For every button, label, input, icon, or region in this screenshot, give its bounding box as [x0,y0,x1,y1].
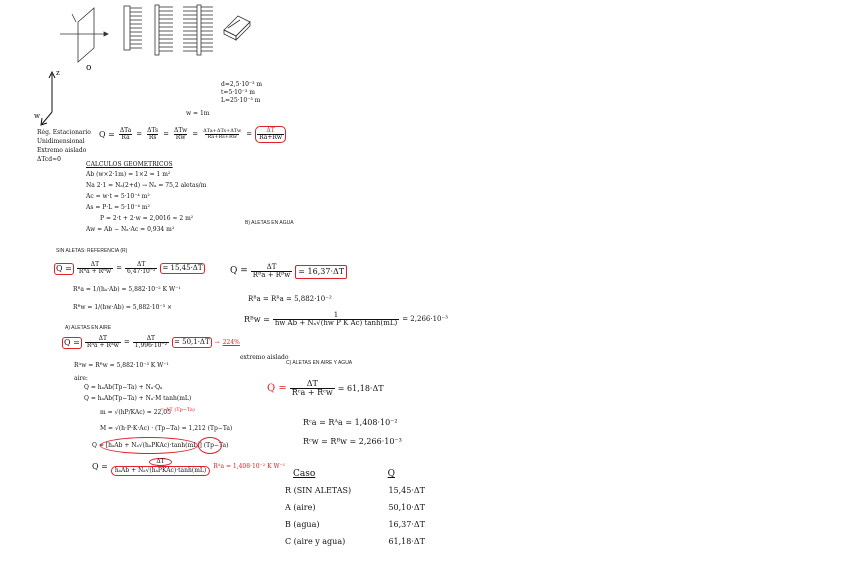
geom-line-3: Ac = w·t = 5·10⁻⁴ m² [86,193,150,200]
geom-line-4: As = P·L = 5·10⁻⁴ m² [86,204,150,211]
agua-q-equation [230,264,347,279]
ambos-ra: Rᶜa = Rᴬa = 1,408·10⁻² [303,418,398,427]
summary-cell-case: C (aire y agua) [285,537,346,546]
geom-title: CALCULOS GEOMETRICOS [86,161,173,168]
axis-w-label: w [34,112,40,120]
aire-q-result: = 50,1·ΔT [174,338,210,346]
hypotheses [37,130,91,163]
agua-rw-result: = 2,266·10⁻³ [402,315,448,323]
q-general-lhs: Q = [99,129,115,139]
fin-blocks [155,5,213,55]
aire-l4: M = √(h·P·K·Ac) · (Tp−Ta) = 1,212 (Tp−Ta) [100,425,233,432]
agua-q-frac: $\frac{\Delta T}{\text{Rᴮa + Rᴮw}}$ [252,263,291,279]
geom-line-5: P = 2·t + 2·w = 2,0016 ≈ 2 m² [100,215,194,222]
q-general-f3: $\frac{\text{ΔTw}}{Rw}$ [174,127,188,141]
ref-q-frac2: $\frac{\Delta T}{\text{6,47·10⁻²}}$ [126,261,156,275]
summary-cell-q: 16,37·ΔT [388,520,425,529]
summary-cell-case: A (aire) [285,503,316,512]
aire-l3b: = ΔT (Tp−Ta) [160,407,195,413]
aire-qf-equation [92,458,285,476]
label-ambos: C) ALETAS EN AIRE Y AGUA [286,360,353,366]
agua-q-result: = 16,37·ΔT [295,265,347,279]
aire-increase-arrow: → [214,338,220,346]
ref-q-result: = 15,45·ΔT [162,264,203,272]
summary-cell-q: 50,10·ΔT [388,503,425,512]
aire-label: aire: [74,375,88,382]
aire-q-frac: $\frac{\Delta T}{\text{Rᴬa + Rᴬw}}$ [86,335,119,349]
q-general-f4: $\frac{\text{ΔTa+ΔTs+ΔTw}}{Ra+Rs+Rw}$ [203,128,242,140]
dim-d: d=2,5·10⁻³ m [221,81,263,88]
agua-rw-equation [244,312,448,327]
table-row [285,538,425,546]
small-mark: o [86,63,92,73]
aire-qf-frac: $\frac{\Delta T}{\text{hₐAb + Nₐ√(hₐPKAc)·tanh(mL)}}$ [111,458,210,476]
aire-l3: m = √(hP/KAc) = 22,05 [100,409,171,416]
fin-array-diagram [124,6,142,50]
q-general-f1: $\frac{\text{ΔTa}}{Ra}$ [119,127,132,141]
single-fin-diagram [224,16,250,40]
aire-q-frac2: $\frac{\Delta T}{\text{1,996·10⁻²}}$ [134,335,168,349]
hyp-1: Rég. Estacionario [37,129,91,136]
dim-l: L=25·10⁻³ m [221,97,261,104]
aire-q-equation: Q = $\frac{\Delta T}{\text{Rᴬa + Rᴬw}}$ = $\frac{\Delta T}{\text{1,996·10⁻²}}$ = 50,1·ΔT → 224% [64,335,240,349]
summary-cell-q: 61,18·ΔT [388,537,425,546]
hyp-3: Extremo aislado [37,147,87,154]
summary-cell-case: B (agua) [285,520,320,529]
summary-header-caso: Caso [293,469,316,479]
aire-ra: Rᴬa = 1,408·10⁻² K W⁻¹ [213,463,286,470]
label-sin: SIN ALETAS: REFERENCIA (R) [56,248,128,254]
aire-l5-circle-2 [198,437,222,454]
aire-increase-pct: 224% [222,338,240,346]
label-agua: B) ALETAS EN AGUA [245,220,294,226]
agua-rw-lhs: Rᴮw = [244,314,270,324]
aire-l2: Q = hₐAb(Tp−Ta) + Nₐ·M tanh(mL) [84,395,192,402]
aire-l5-circle [100,437,198,454]
ambos-q-equation [267,380,384,397]
agua-rw-frac: $\frac{1}{\text{hw Ab + Nₐ√(hw P K Ac) tanh(mL)}}$ [274,311,398,327]
summary-cell-case: R (SIN ALETAS) [285,486,352,495]
summary-cell-q: 15,45·ΔT [388,486,425,495]
dimensions [221,82,262,104]
ref-q-lhs: Q = [56,263,72,273]
aire-qf-lhs: Q = [92,462,108,471]
agua-extremo: extremo aislado [240,354,289,361]
geom-line-1: Ab (w×2·1m) = 1×2 = 1 m² [86,171,171,178]
ambos-rw: Rᶜw = Rᴮw = 2,266·10⁻³ [303,437,402,446]
aire-l5: Q = [hₐAb + Nₐ√(hₐPKAc)·tanh(mL)] (Tp−Ta) [92,442,229,449]
summary-header-q: Q [387,469,395,479]
axes [41,72,55,125]
hyp-4: ΔTcd≈0 [37,156,61,163]
ambos-q-lhs: Q = [267,382,287,394]
hyp-2: Unidimensional [37,138,85,145]
geom-line-6: Aw = Ab − Nₐ·Ac = 0,934 m² [86,226,175,233]
w-label: w = 1m [186,110,210,117]
table-row [285,521,425,529]
q-general-f5: $\frac{\Delta T}{Ra+Rw}$ [255,126,286,143]
ref-rw: Rᴿw = 1/(hw·Ab) = 5,882·10⁻³ × [73,304,173,311]
table-row [285,487,425,495]
dim-t: t=5·10⁻³ m [221,89,255,96]
aire-l1: Q = hₐAb(Tp−Ta) + Nₐ·Qₐ [84,384,163,391]
plate-diagram [60,8,108,62]
ref-ra: Rᴿa = 1/(hₐ·Ab) = 5,882·10⁻² K W⁻¹ [73,286,181,293]
table-row [285,504,425,512]
aire-rw: Rᴬw = Rᴿw = 5,882·10⁻³ K W⁻¹ [74,362,169,369]
agua-ra: Rᴮa = Rᴿa = 5,882·10⁻² [248,295,332,303]
label-aire: A) ALETAS EN AIRE [65,325,112,331]
ambos-q-frac: $\frac{\Delta T}{\text{Rᶜa + Rᶜw}}$ [291,379,333,397]
axis-z-label: z [56,69,60,77]
agua-q-lhs: Q = [230,266,248,276]
ambos-q-result: = 61,18·ΔT [337,383,384,393]
aire-q-lhs: Q = [64,337,80,347]
ref-q-frac: $\frac{\Delta T}{\text{Rᴿa + Rᴿw}}$ [78,261,112,275]
q-general-f2: $\frac{\text{ΔTs}}{Rs}$ [147,127,159,141]
geometric-calcs [86,162,206,233]
summary-table [285,470,425,546]
q-general-equation: Q = $\frac{\text{ΔTa}}{Ra}$ = $\frac{\text{ΔTs}}{Rs}$ = $\frac{\text{ΔTw}}{Rw}$ = $\frac{\text{ΔTa+ΔTs+ΔTw}}{Ra+Rs+Rw}$ = $\frac{\Delta T}{Ra+Rw}$ [99,126,286,143]
geom-line-2: Na 2·1 = Nₐ(2+d) → Nₐ = 75,2 aletas/m [86,182,207,189]
ref-q-equation: Q = $\frac{\Delta T}{\text{Rᴿa + Rᴿw}}$ = $\frac{\Delta T}{\text{6,47·10⁻²}}$ = 15,45·ΔT [56,261,203,275]
